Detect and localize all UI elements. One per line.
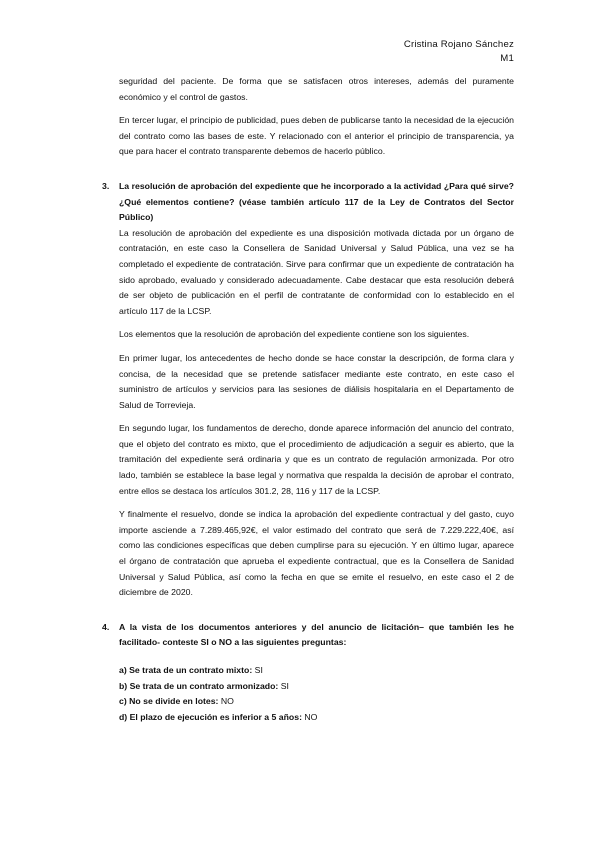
paragraph: En tercer lugar, el principio de publicidad, pues deben de publicarse tanto la necesidad de la ejecución del contrato como las bases de este. Y relacionado con el anterior el principio de transparencia, ya que para hacer el contrato transparente debemos de hacerlo público. <box>119 115 514 157</box>
answer-value: SI <box>252 665 263 675</box>
paragraph: En segundo lugar, los fundamentos de derecho, donde aparece información del anuncio del contrato, que el objeto del contrato es mixto, que el procedimiento de adjudicación a seguir es abierto, que la tramitación del expediente será ordinaria y que es un contrato de regulación armonizada. Por otro lado, también se establece la base legal y normativa que respalda la decisión de aprobar el contrato, entre ellos se destaca los artículos 301.2, 28, 116 y 117 de la LCSP. <box>119 423 514 496</box>
paragraph: Los elementos que la resolución de aprobación del expediente contiene son los siguientes. <box>119 329 470 340</box>
section-3-question <box>102 179 514 226</box>
answer-label: b) Se trata de un contrato armonizado: <box>119 680 279 691</box>
module-code: M1 <box>500 53 514 64</box>
answer-value: NO <box>301 711 318 722</box>
paragraph: seguridad del paciente. De forma que se satisfacen otros intereses, además del puramente económico y el control de gastos. <box>119 76 514 102</box>
author-name: Cristina Rojano Sánchez <box>403 39 514 50</box>
paragraph: En primer lugar, los antecedentes de hecho donde se hace constar la descripción, de forma clara y concisa, de la necesidad que se pretende satisfacer mediante este contrato, en este caso el suministro de artículos y servicios para las sesiones de diálisis hospitalaria en el Departamento de Salud de Torrevieja. <box>119 352 514 410</box>
answer-label: d) El plazo de ejecución es inferior a 5 años: <box>119 711 302 722</box>
paragraph: Y finalmente el resuelvo, donde se indica la aprobación del expediente contractual y del gasto, cuyo importe asciende a 7.289.465,92€, el valor estimado del contrato que será de 7.229.222,40€, así como las condiciones específicas que deben cumplirse para su ejecución. Y en último lugar, aparece el órgano de contratación que aprueba el expediente contractual, que es la Consellera de Sanidad Universal y Salud Pública, así como la fecha en que se emite el resuelvo, en este caso el 2 de diciembre de 2020. <box>119 509 514 598</box>
answer-item <box>119 694 514 710</box>
answer-list <box>119 663 514 725</box>
answer-value: NO <box>218 696 234 707</box>
answer-label: a) Se trata de un contrato mixto: <box>119 665 253 675</box>
answer-item <box>119 679 514 695</box>
section-number: 3. <box>102 180 110 191</box>
document-body <box>102 74 514 725</box>
section-4-question <box>102 620 514 651</box>
question-text: La resolución de aprobación del expediente que he incorporado a la actividad ¿Para qué sirve? ¿Qué elementos contiene? (véase también artículo 117 de la Ley de Contratos del Sector Público) <box>119 180 514 223</box>
answer-label: c) No se divide en lotes: <box>119 696 219 707</box>
answer-item <box>119 663 514 679</box>
answer-value: SI <box>278 680 289 691</box>
answer-item <box>119 710 514 726</box>
page-header <box>404 38 514 66</box>
section-number: 4. <box>102 621 110 632</box>
question-text: A la vista de los documentos anteriores y del anuncio de licitación– que también les he facilitado- conteste SI o NO a las siguientes preguntas: <box>119 621 514 648</box>
paragraph: La resolución de aprobación del expediente es una disposición motivada dictada por un órgano de contratación, en este caso la Consellera de Sanidad Universal y Salud Pública, una vez se ha completado el expediente de contratación. Sirve para confirmar que un expediente de contratación ha sido aprobado, evaluado y considerado adecuadamente. Cabe destacar que esta resolución deberá de ser objeto de publicación en el perfil de contratante de conformidad con lo establecido en el artículo 117 de la LCSP. <box>119 227 514 316</box>
